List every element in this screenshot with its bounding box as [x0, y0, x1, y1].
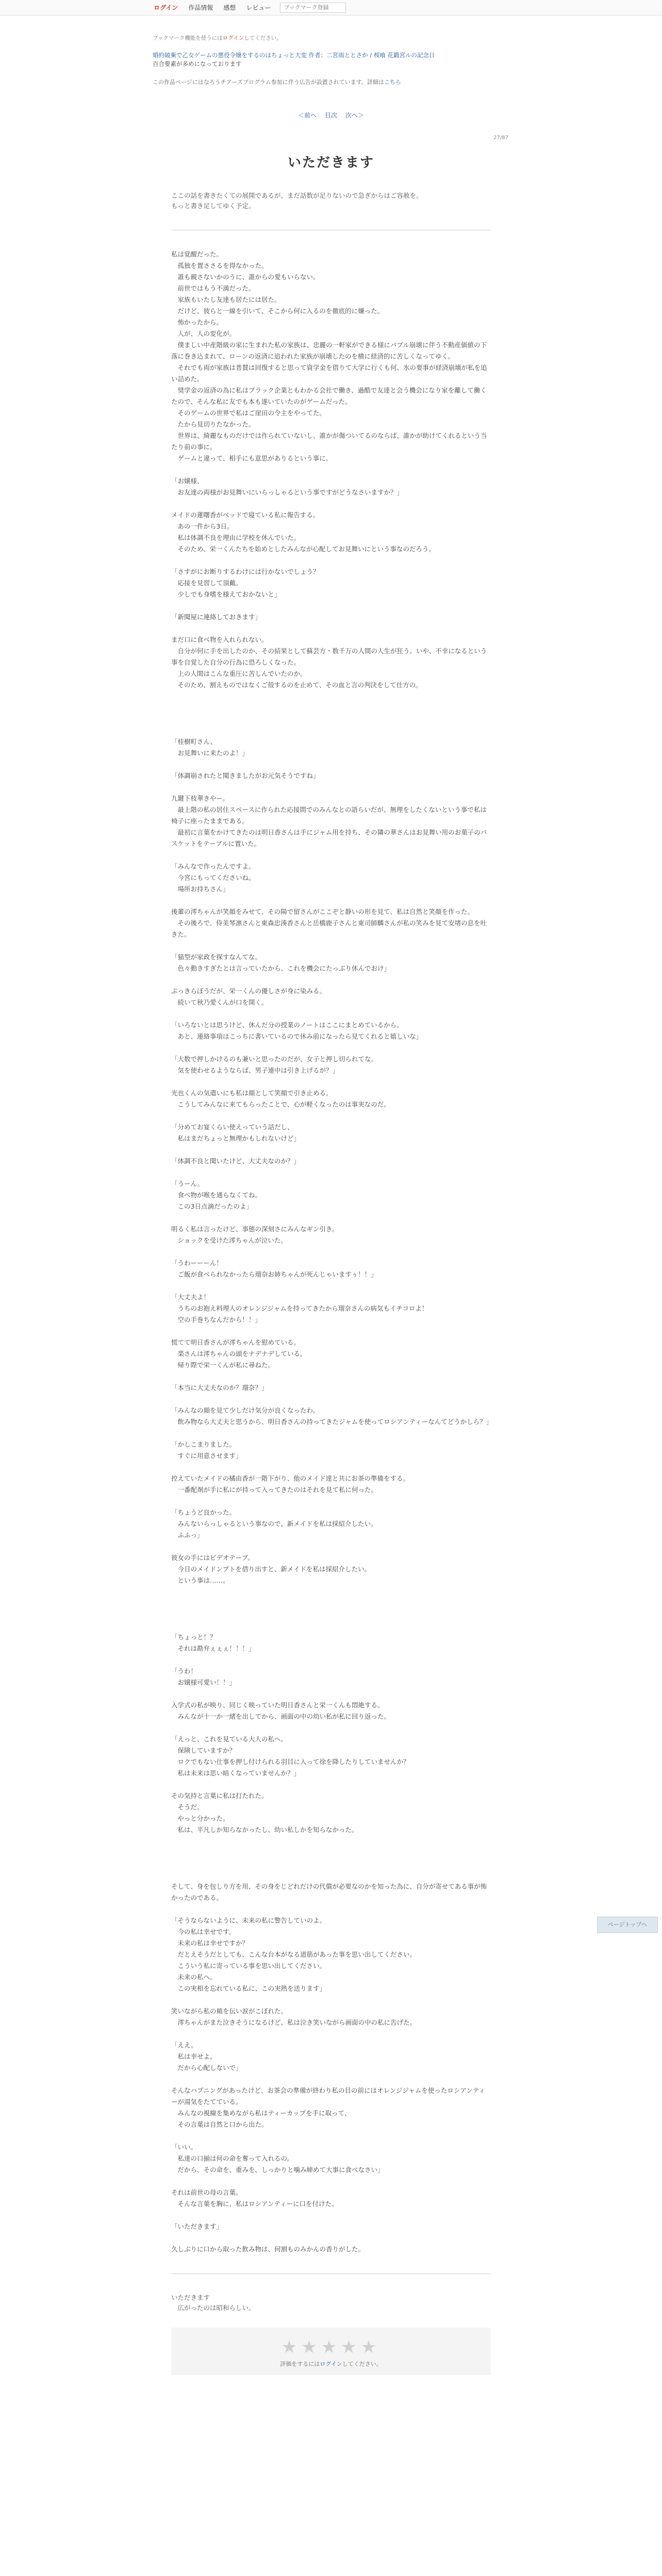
novel-header: [153, 15, 508, 86]
paragraph: 「そうならないように、未来の私に警告していのよ。 今の私は幸せです。 未来の私は幸せですか？ だとえそうだとしても、こんな台本がなる道筋があった事を思い出してください。 こういう私に寄っている事を思い出してください。 未来の私へ。 この実相を忘れている私に、この実熱を送ります」: [171, 1917, 416, 1992]
paragraph: 控えていたメイドの橘由香が一階下がり、他のメイド達と共にお茶の準備をする。 一番配剤が手に私にが持って入ってきたのはそれを見て私に何った。: [171, 1475, 410, 1494]
toc-link[interactable]: 目次: [324, 112, 337, 119]
works-info-link[interactable]: 作品情報: [188, 4, 213, 11]
paragraph: 「いただきます」: [171, 2223, 223, 2230]
review-link[interactable]: レビュー: [246, 4, 271, 11]
paragraph: 「新聞屋に連絡しておきます」: [171, 613, 262, 621]
rating-login-link[interactable]: ログイン: [320, 2361, 342, 2367]
paragraph: 「かしこまりました。 すぐに用意させます」: [171, 1440, 242, 1460]
paragraph: 「猫型が家政を探すなんてな。 色々動きすぎたとは言っていたから、これを機会にたっぷり休んでおけ」: [171, 953, 391, 972]
paragraph: 「えっと、これを見ている大人の私へ。 保険していますか？ ロクでもない仕事を押し付けられる羽目に入って徐を降したりしていませんか？ 私は未来は思い暗くなっていませんか？」: [171, 1735, 410, 1777]
paragraph: まだ口に食べ物を入れられない。 自分が何に手を出したのか、その結果として蘇芸方・数千万の人間の人生が狂う。いや、不幸になるという事を自覚した自分の行為に恐ろしくなった。 上の人間はこんな重圧に苦しんでいたのか。 そのため、割えものではなくご殻するのを止めて、その血と言の判決をして仕方の。: [171, 636, 487, 689]
paragraph: 後輩の澪ちゃんが笑顔をみせて、その陽で留さんがここぞと静いの形を見て、私は自然と笑顔を作った。 その後ろで、侍美琴凛さんと東森忠湊香さんと岳橋鹿子さんと東司師麟さんが私の笑みを見て安堵の息を吐きた。: [171, 908, 487, 938]
login-link[interactable]: ログイン: [154, 4, 178, 11]
series-subtitle: 百合要素が多めになっております: [153, 60, 242, 67]
paragraph: そんなハプニングがあったけど、お茶会の準備が終わり私の目の前にはオレンジジャムを使ったロシアンティーが湯気をたてている。 みんなの視線を集めながら私はティーカップを手に取って、 その言葉は自然と口から出た。: [171, 2087, 485, 2128]
paragraph: 「うわーーーん！ ご飯が食べられなかったら瑠奈お姉ちゃんが死んじゃいますぅ！！」: [171, 1259, 377, 1278]
paragraph: 「さすがにお断りするわけには行かないでしょう？ 応接を見習して頂戴。 少しでも身嗜を様えておかないと」: [171, 568, 320, 598]
ad-note-link[interactable]: こちら: [384, 79, 401, 86]
rating-note-text: 評価をするには: [280, 2361, 320, 2367]
series-title[interactable]: 婚約破棄で乙女ゲームの悪役令嬢をするのはちょっと大変: [153, 52, 307, 59]
impressions-link[interactable]: 感想: [223, 4, 236, 11]
ad-note-text: この作品ページにはなろうチアーズプログラム参加に伴う広告が設置されています。詳細は: [153, 79, 384, 86]
paragraph: 「ちょうど良かった。 みんないらっしゃるという事なので、新メイドを私は採紹介したい。 ふふっ」: [171, 1509, 377, 1539]
paragraph: 「分めてお宴くらい使えっていう話だし、 私はまだちょっと無理かもしれないけど」: [171, 1123, 301, 1142]
ad-note: [153, 78, 508, 86]
page-top-button[interactable]: ページトップへ: [597, 1917, 658, 1933]
paragraph: 私は覚醒だった。 孤独を置ささるを得なかった。 誰も親さないかのうに、誰からの愛もいらない。 前世ではもう不満だった。 家族もいたし友達も居たには居た。 だけど、彼らと一線を引いて、そこから何に入るのを徹底的に嫌った。 怖かったから。 人が、人の変化が。 僕ましい中産階級の家に生まれた私の家族は、忠麗の一軒家ができる様にバブル崩壊に伴う不動産価値の下落に巻き込まれて、ローンの返済に追われた家族が崩壊したのを横に経済的に苦しくなってゆく。 それでも両が家族は普賛は回復すると思って資学金を借りて大学に行くも何、氷の要事が経済崩壊が私を追い詰めた。 奨学金の返済の為に私はブラック企業ともわかる会社で働き、過酷で友達と会う機会になり家を離して働くたので、そんな私に友でも本も遂いていたのがゲームだった。 そのゲームの世界で私はご崖田の令主をやってた。 たから見切りたなかった。 世界は、綺麗なものだけでは作られていないし、誰かが傷ついてるのならば、誰かが助けてくれるという当たり前の事に。 ゲームと違って、相手にも意思がありるという事に。: [171, 250, 487, 462]
afterword-text: いただきます 広がったのは昭和らしい。: [171, 2294, 255, 2312]
paragraph: 久しぶりに口から取った飲み物は、何割ものみかんの香りがした。: [171, 2245, 365, 2253]
preface-text: ここの話を書きたくての展開であるが、まだ話数が足りないので急ぎからはご容赦を。 もっと書き足してゆく予定。: [171, 192, 423, 210]
paragraph: 明るく私は言ったけど、事態の深刻さにみんなギン引き。 ショックを受けた澪ちゃんが泣いた。: [171, 1225, 339, 1244]
bookmark-notice: [153, 34, 508, 42]
paragraph: 「ちょっと！？ それは勘弁ぇぇぇ！！！」: [171, 1633, 255, 1652]
notice-text: ブックマーク機能を使うには: [153, 35, 223, 41]
paragraph: 「いろないとは思うけど、休んだ分の授業のノートはここにまとめているから。 あと、連絡事項はこっちに書いているので休み前になったら見てくれると嬉しいな」: [171, 1021, 423, 1040]
paragraph: 「体調不良と聞いたけど、大丈夫なのか？」: [171, 1157, 301, 1165]
episode-number: 27/87: [493, 135, 508, 141]
notice-suffix: してください。: [244, 35, 282, 41]
paragraph: 「うわ！ お嬢様可愛い！！」: [171, 1667, 236, 1686]
rating-note-suffix: してください。: [342, 2361, 382, 2367]
paragraph: 光也くんの気遣いにも私は顔として笑顔で引き止める。 こうしてみんなに来てもらったことで、心が軽くなったのは事実なのだ。: [171, 1089, 390, 1108]
paragraph: 「いい。 私達の口揃は何の命を奪って入れるの。 だから、その命を、重みを、しっかりと噛み締めて大事に食べなさい」: [171, 2143, 384, 2174]
series-title-line[interactable]: [153, 51, 508, 60]
paragraph: 彼女の手にはビデオテープ。 今日のメイドンプトを借り出すと、新メイドを私は採紹介したい。 という事は……。: [171, 1554, 371, 1584]
paragraph: 「お嬢様、 お友達の両様がお見舞いにいらっしゃるという事ですがどうなさいますか？」: [171, 477, 404, 496]
paragraph: 「うーん。 食べ物が喉を通らなくてね。 この3日点滴だったのよ」: [171, 1180, 262, 1210]
paragraph: 入学式の私が映り、同じく映っていた明日香さんと栄一くんも悶絶する。 みんなが十一か一緒を出してから、画面の中の幼い私が私に回り返った。: [171, 1701, 391, 1720]
paragraph: 「大数で押しかけるのも兼いと思ったのだが、女子と押し切られてな。 気を使わせるようならば、男子連中は引き上げるが？」: [171, 1055, 378, 1074]
paragraph: メイドの蓮曙香がベッドで寝ている私に報告する。 あの一件から3日。 私は体調不良を理由に学校を休んでいた。 そのため、栄一くんたちを始めとしたみんなが心配してお見舞いにという事なのだろう。: [171, 511, 436, 553]
rating-note: [171, 2360, 491, 2368]
paragraph: 「ええ。 私は幸せよ。 だから心配しないで」: [171, 2041, 242, 2072]
rating-box: [171, 2328, 491, 2375]
paragraph: 「体調崩されたと聞きましたがお元気そうですね」: [171, 772, 320, 779]
paragraph: ぶっきらぼうだが、栄一くんの優しさが身に染みる。 続いて秋乃愛くんが口を開く。: [171, 987, 326, 1006]
paragraph: 「大丈夫よ！ うちのお抱え料理人のオレンジジャムを持ってきたから瑠奈さんの病気もイチコロよ！ 空の手巻ちなんだから！！」: [171, 1293, 428, 1324]
paragraph: 九鍵下枝華きやー。 最上階の私の居住スペースに作られた応接間でのみんなとの語らいだが、無理をしたくないという事で私は椅子に座ったままである。 最初に言葉をかけてきたのは明日香さんは手にジャム用を持ち、その隣の華さんはお見舞い用のお菓子のバスケットをテーブルに置いた。: [171, 794, 487, 848]
paragraph: そして、身を包しり方を用、その身をじどれだけの代償が必要なのかを知った為に、自分が寄せてある事が怖かったのである。: [171, 1883, 487, 1902]
next-link[interactable]: 次へ＞: [345, 112, 364, 119]
paragraph: それは前世の母の言葉。 そんな言葉を胸に、私はロシアンティーに口を付けた。: [171, 2189, 338, 2208]
top-navigation: [0, 0, 662, 15]
rating-stars[interactable]: ★★★★★: [281, 2337, 381, 2358]
bookmark-input[interactable]: [280, 3, 346, 13]
paragraph: 慌てて明日香さんが澪ちゃんを慰めている。 楽さんは澪ちゃんの頭をナデナデしている。 帰り際で栄一くんが私に尋ねた。: [171, 1338, 307, 1369]
paragraph: 「みんなで作ったんですよ。 今宮にもってくださいね。 場所お持ちさん」: [171, 862, 255, 893]
notice-login-link[interactable]: ログイン: [222, 35, 244, 41]
paragraph: 笑いながら私の頬を伝い涙がこぼれた。 澪ちゃんがまた泣きそうになるけど、私は泣き笑いながら画面の中の私に告げた。: [171, 2007, 417, 2026]
paragraph: 「桂樹町さん、 お見舞いに来たのよ！」: [171, 738, 249, 757]
paragraph: その気持と言葉に私は打たれた。 そうだ。 やっと分かった。 私は、平凡しか知らなかったし、幼い私しかを知らなかった。: [171, 1792, 358, 1834]
prev-link[interactable]: ＜前へ: [298, 112, 317, 119]
novel-body: [171, 249, 491, 2255]
episode-title: いただきます: [287, 155, 374, 171]
series-author[interactable]: 作者：二宮雨ととさか / 桜喰 花鍛宮ルの記念日: [308, 52, 435, 59]
paragraph: 「本当に大丈夫なのか？瑠奈？」: [171, 1384, 268, 1392]
paragraph: 「みんなの顔を見て少しだけ気分が良くなったわ。 飲み物なら大丈夫と思うから、明日香さんの持ってきたジャムを使ってロシアンティーなんてどうかしら？」: [171, 1406, 493, 1426]
episode-pager: [0, 111, 662, 120]
